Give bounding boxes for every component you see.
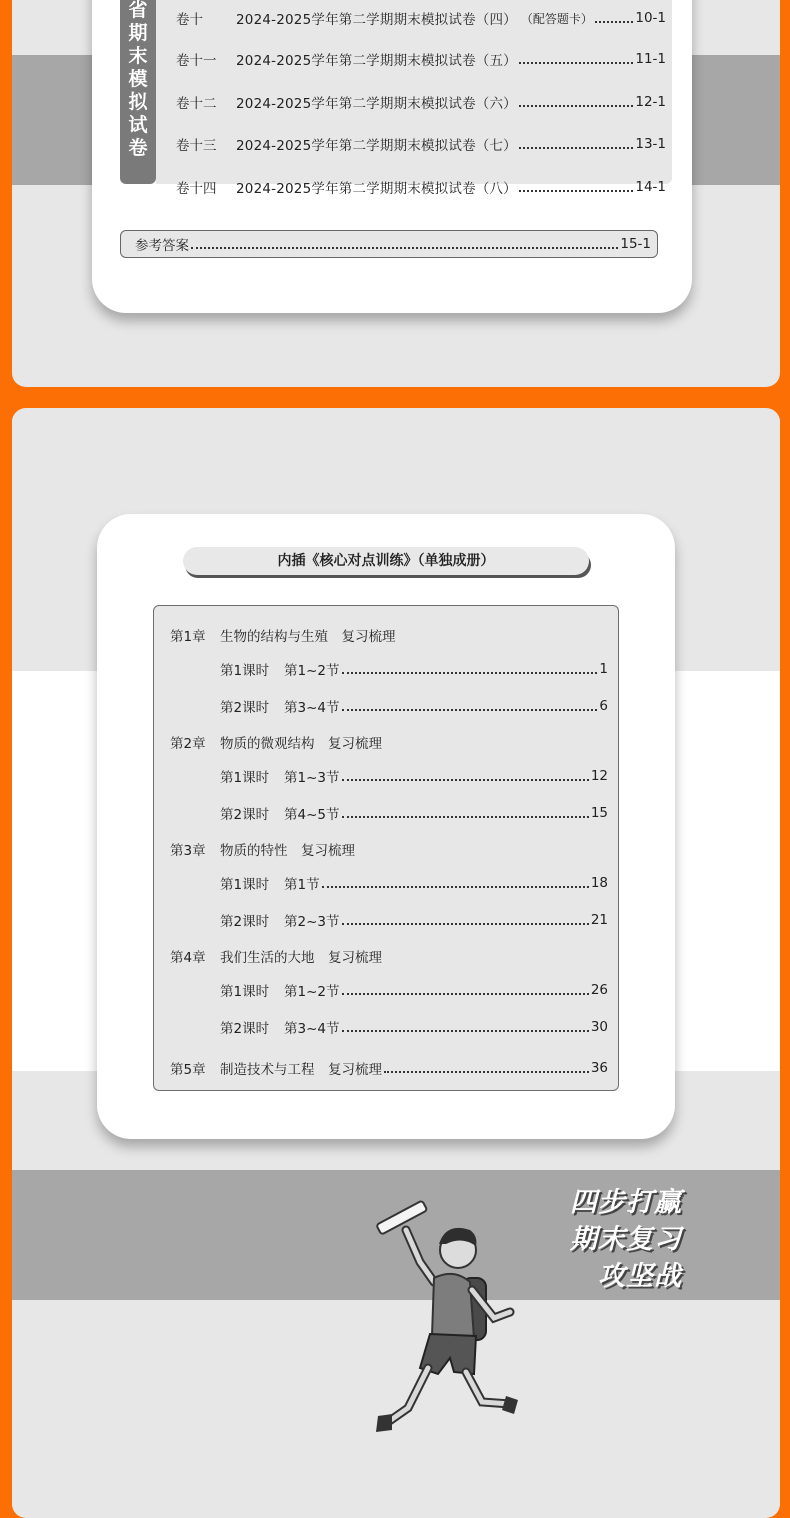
chapter-number: 第5章 xyxy=(170,1062,206,1078)
lesson-row[interactable] xyxy=(220,803,608,823)
slogan-line: 期末复习 xyxy=(570,1224,682,1255)
lesson-page: 21 xyxy=(590,912,608,928)
lesson-page: 30 xyxy=(590,1019,608,1035)
side-tab-char: 拟 xyxy=(128,91,148,113)
chapter-number: 第4章 xyxy=(170,950,206,966)
exam-list xyxy=(156,0,672,197)
lesson-row[interactable] xyxy=(220,1017,608,1037)
chapter-title: 制造技术与工程 复习梳理 xyxy=(220,1062,382,1078)
lesson-title: 第1~2节 xyxy=(284,984,340,1000)
chapter-number: 第2章 xyxy=(170,736,206,752)
chapter-title: 生物的结构与生殖 复习梳理 xyxy=(220,629,396,645)
lesson-number: 第2课时 xyxy=(220,700,270,716)
exam-title: 2024-2025学年第二学期期末模拟试卷（四） xyxy=(236,12,517,28)
leader-dots xyxy=(595,21,633,23)
slogan-line: 四步打赢 xyxy=(570,1187,682,1218)
leader-dots xyxy=(342,779,589,781)
lesson-number: 第2课时 xyxy=(220,1021,270,1037)
leader-dots xyxy=(519,62,633,64)
top-panel xyxy=(12,0,780,387)
exam-row[interactable] xyxy=(176,176,666,198)
chapter-title: 我们生活的大地 复习梳理 xyxy=(220,950,382,966)
lesson-row[interactable] xyxy=(220,696,608,716)
side-tab-char: 末 xyxy=(128,45,148,67)
side-tab-char: 模 xyxy=(128,68,148,90)
lesson-row[interactable] xyxy=(220,980,608,1000)
leader-dots xyxy=(342,923,589,925)
leader-dots xyxy=(342,993,589,995)
exam-row[interactable] xyxy=(176,133,666,155)
lesson-title: 第1~2节 xyxy=(284,663,340,679)
leader-dots xyxy=(342,1030,589,1032)
lesson-row[interactable] xyxy=(220,910,608,930)
lesson-number: 第2课时 xyxy=(220,914,270,930)
answers-page: 15-1 xyxy=(620,236,651,252)
exam-list-card xyxy=(92,0,692,313)
chapter-row[interactable] xyxy=(170,946,382,966)
chapter-number: 第3章 xyxy=(170,843,206,859)
chapter-number: 第1章 xyxy=(170,629,206,645)
lesson-number: 第2课时 xyxy=(220,807,270,823)
exam-page: 13-1 xyxy=(635,136,666,152)
lesson-number: 第1课时 xyxy=(220,877,270,893)
chapter-row[interactable] xyxy=(170,1058,608,1078)
exam-code: 卷十二 xyxy=(176,96,217,112)
side-tab-char: 卷 xyxy=(128,137,148,159)
lesson-title: 第4~5节 xyxy=(284,807,340,823)
chapter-title: 物质的微观结构 复习梳理 xyxy=(220,736,382,752)
slogan-line: 攻坚战 xyxy=(598,1261,682,1292)
side-tab-char: 试 xyxy=(128,114,148,136)
lesson-title: 第3~4节 xyxy=(284,1021,340,1037)
chapter-row[interactable] xyxy=(170,839,355,859)
chapter-title: 物质的特性 复习梳理 xyxy=(220,843,355,859)
exam-title: 2024-2025学年第二学期期末模拟试卷（八） xyxy=(236,181,517,197)
exam-code: 卷十四 xyxy=(176,181,217,197)
lesson-row[interactable] xyxy=(220,873,608,893)
exam-page: 14-1 xyxy=(635,179,666,195)
lesson-page: 12 xyxy=(590,768,608,784)
chapter-row[interactable] xyxy=(170,625,396,645)
lesson-page: 6 xyxy=(599,698,608,714)
exam-title: 2024-2025学年第二学期期末模拟试卷（六） xyxy=(236,96,517,112)
side-tab-char: 省 xyxy=(128,0,148,21)
section-side-tab xyxy=(120,0,156,184)
answers-label: 参考答案 xyxy=(135,238,189,254)
training-contents-card xyxy=(97,514,675,1139)
bottom-panel xyxy=(12,408,780,1518)
leader-dots xyxy=(342,672,598,674)
lesson-title: 第1~3节 xyxy=(284,770,340,786)
lesson-page: 15 xyxy=(590,805,608,821)
lesson-row[interactable] xyxy=(220,766,608,786)
leader-dots xyxy=(519,147,633,149)
chapter-row[interactable] xyxy=(170,732,382,752)
leader-dots xyxy=(342,816,589,818)
exam-extra-note: （配答题卡） xyxy=(520,11,593,26)
lesson-number: 第1课时 xyxy=(220,770,270,786)
exam-page: 10-1 xyxy=(635,10,666,26)
exam-code: 卷十 xyxy=(176,12,203,28)
leader-dots xyxy=(384,1071,589,1073)
side-tab-char: 期 xyxy=(128,22,148,44)
exam-page: 12-1 xyxy=(635,94,666,110)
leader-dots xyxy=(519,190,633,192)
exam-row[interactable] xyxy=(176,7,666,29)
exam-page: 11-1 xyxy=(635,51,666,67)
running-student-illustration xyxy=(342,1178,542,1448)
leader-dots xyxy=(519,105,633,107)
exam-row[interactable] xyxy=(176,48,666,70)
lesson-page: 18 xyxy=(590,875,608,891)
lesson-title: 第2~3节 xyxy=(284,914,340,930)
exam-title: 2024-2025学年第二学期期末模拟试卷（七） xyxy=(236,138,517,154)
chapter-list xyxy=(153,605,619,1091)
lesson-number: 第1课时 xyxy=(220,663,270,679)
lesson-title: 第3~4节 xyxy=(284,700,340,716)
leader-dots xyxy=(191,247,618,249)
leader-dots xyxy=(322,886,589,888)
lesson-row[interactable] xyxy=(220,659,608,679)
lesson-page: 26 xyxy=(590,982,608,998)
exam-code: 卷十三 xyxy=(176,138,217,154)
exam-title: 2024-2025学年第二学期期末模拟试卷（五） xyxy=(236,53,517,69)
leader-dots xyxy=(342,709,598,711)
lesson-title: 第1节 xyxy=(284,877,320,893)
answers-row[interactable] xyxy=(120,230,658,258)
lesson-page: 1 xyxy=(599,661,608,677)
chapter-page: 36 xyxy=(590,1060,608,1076)
exam-row[interactable] xyxy=(176,91,666,113)
lesson-number: 第1课时 xyxy=(220,984,270,1000)
exam-code: 卷十一 xyxy=(176,53,217,69)
contents-header: 内插《核心对点训练》（单独成册） xyxy=(183,547,589,575)
